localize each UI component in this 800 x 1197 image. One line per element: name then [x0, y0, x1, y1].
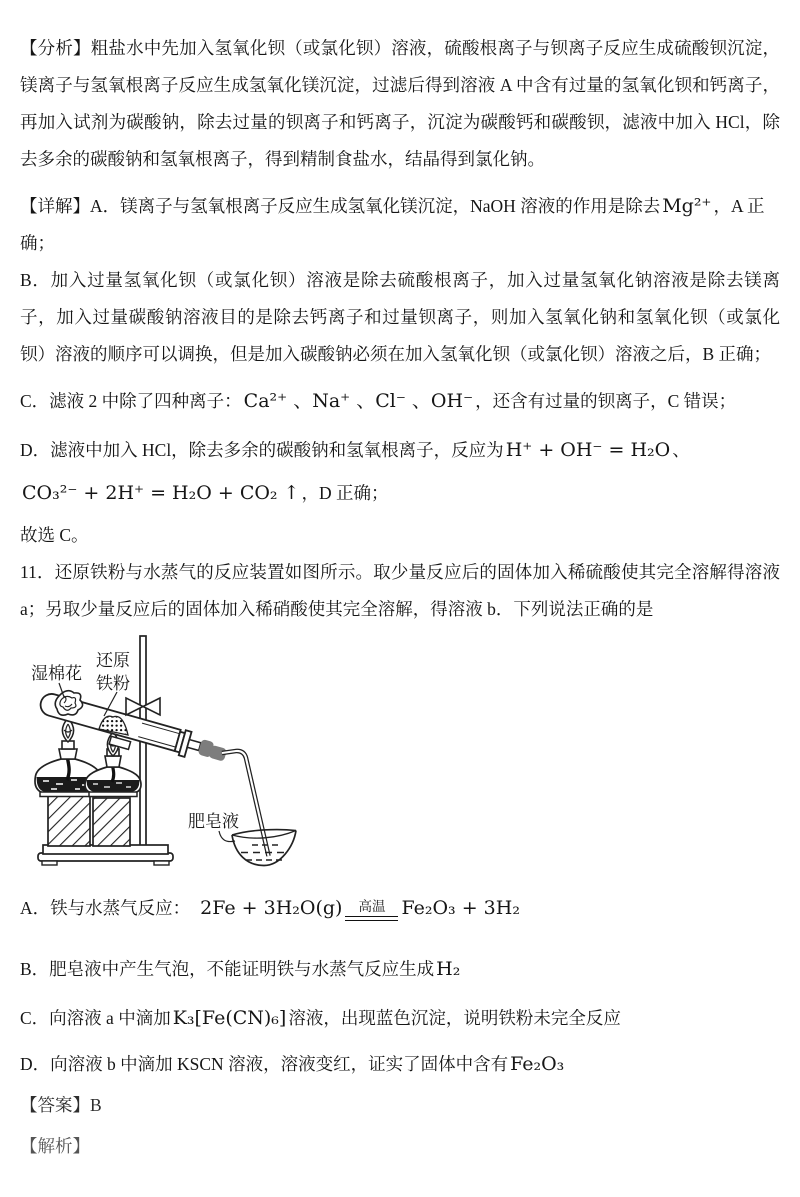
detail-option-d-line1 [20, 432, 780, 469]
text-segment: D．向溶液 b 中滴加 KSCN 溶液，溶液变红，证实了固体中含有 [20, 1054, 509, 1074]
wood-block-right [93, 798, 130, 846]
option-b [20, 951, 780, 988]
analysis-text: 【分析】粗盐水中先加入氢氧化钡（或氯化钡）溶液，硫酸根离子与钡离子反应生成硫酸钡沉淀，镁离子与氢氧根离子反应生成氢氧化镁沉淀，过滤后得到溶液 A 中含有过量的氢氧化钡和钙离子，再加入试剂为碳酸钠，除去过量的钡离子和钙离子，沉淀为碳酸钙和碳酸钡，滤液中加入 HCl，除去多余的碳酸钠和氢氧根离子，得到精制食盐水，结晶得到氯化钠。 [20, 38, 780, 169]
text-segment: C．向溶液 a 中滴加 [20, 1008, 171, 1028]
label-soap-solution: 肥皂液 [188, 812, 239, 831]
conclusion-text: 故选 C。 [20, 525, 89, 545]
text-segment: C．滤液 2 中除了四种离子： [20, 391, 242, 411]
answer-value: B [90, 1095, 102, 1115]
detail-option-c [20, 383, 780, 420]
text-segment: B．肥皂液中产生气泡，不能证明铁与水蒸气反应生成 [20, 959, 435, 979]
formula-h2: H₂ [436, 958, 461, 980]
text-segment: ，D 正确； [301, 483, 389, 503]
option-a [20, 885, 780, 931]
apparatus-diagram [16, 634, 316, 880]
condition-label: 高温 [358, 899, 386, 914]
label-iron-powder-line2: 铁粉 [96, 674, 130, 693]
question-11-stem [20, 554, 780, 628]
formula-carbonate-reaction: CO₃²⁻ + 2H⁺ = H₂O + CO₂ ↑ [22, 482, 300, 504]
text-segment: B．加入过量氢氧化钡（或氯化钡）溶液是除去硫酸根离子，加入过量氢氧化钠溶液是除去镁离子，加入过量碳酸钠溶液目的是除去钙离子和过量钡离子，则加入氢氧化钠和氢氧化钡（或氯化钡）溶液的顺序可以调换，但是加入碳酸钠必须在加入氢氧化钡（或氯化钡）溶液之后，B 正确； [20, 270, 780, 364]
explanation-line [20, 1128, 780, 1165]
label-iron-powder-line1: 还原 [96, 651, 130, 670]
double-line-equals [345, 916, 398, 921]
answer-line [20, 1087, 780, 1124]
detail-option-b [20, 262, 780, 373]
wood-block-left [48, 796, 90, 846]
stand-base [38, 845, 173, 865]
formula-fe2o3: Fe₂O₃ [510, 1053, 565, 1075]
text-segment: 【详解】A．镁离子与氢氧根离子反应生成氢氧化镁沉淀，NaOH 溶液的作用是除去 [20, 196, 661, 216]
analysis-paragraph [20, 30, 780, 178]
delivery-tube [222, 751, 269, 856]
glass-nozzle [187, 740, 201, 751]
text-segment: D．滤液中加入 HCl，除去多余的碳酸钠和氢氧根离子，反应为 [20, 440, 504, 460]
question-text: 11．还原铁粉与水蒸气的反应装置如图所示。取少量反应后的固体加入稀硫酸使其完全溶解得溶液 a；另取少量反应后的固体加入稀硝酸使其完全溶解，得溶液 b．下列说法正确的是 [20, 562, 780, 619]
option-c [20, 998, 780, 1038]
text-segment: 溶液，出现蓝色沉淀，说明铁粉未完全反应 [288, 1008, 621, 1028]
formula-ferricyanide: K₃[Fe(CN)₆] [172, 1007, 287, 1029]
text-segment: ，A 正确； [20, 196, 765, 253]
detail-option-a [20, 188, 780, 262]
option-d [20, 1046, 780, 1083]
formula-ion-list: Ca²⁺ 、Na⁺ 、Cl⁻ 、OH⁻ [243, 390, 474, 412]
text-segment: A．铁与水蒸气反应： [20, 898, 191, 918]
text-segment: 、 [672, 440, 690, 460]
equation-rhs: Fe₂O₃ + 3H₂ [401, 897, 520, 919]
formula-mg-ion: Mg²⁺ [662, 195, 712, 217]
equation-lhs: 2Fe + 3H₂O(g) [200, 897, 343, 919]
apparatus-figure [16, 634, 780, 885]
conclusion-line [20, 517, 780, 554]
detail-option-d-line2 [20, 473, 780, 513]
label-wet-cotton: 湿棉花 [31, 664, 82, 683]
text-segment: ，还含有过量的钡离子，C 错误； [475, 391, 737, 411]
explanation-tag: 【解析】 [20, 1136, 90, 1156]
reaction-condition [345, 899, 398, 921]
formula-neutralization: H⁺ + OH⁻ = H₂O [505, 439, 671, 461]
answer-tag: 【答案】 [20, 1095, 90, 1115]
